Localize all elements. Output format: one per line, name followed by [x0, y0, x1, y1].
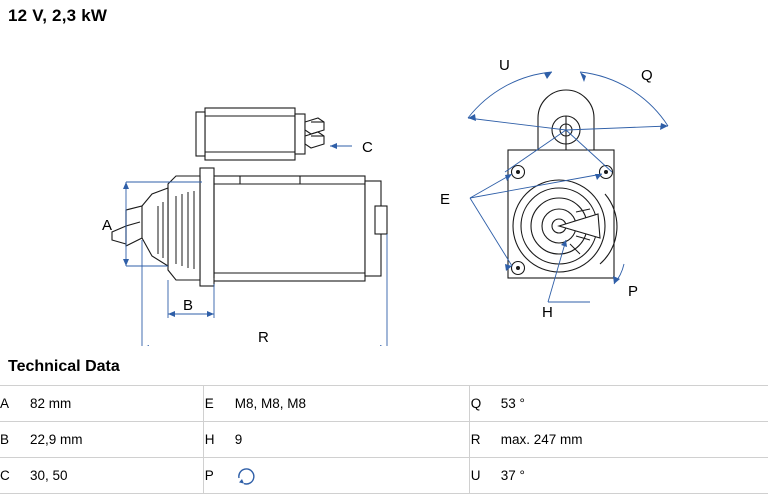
tech-key-u: U [471, 458, 501, 494]
tech-value-b: 22,9 mm [30, 422, 203, 458]
label-R: R [258, 329, 269, 346]
label-H: H [542, 304, 553, 321]
tech-value-r: max. 247 mm [501, 422, 768, 458]
table-row [0, 458, 768, 494]
tech-key-q: Q [471, 386, 501, 422]
tech-key-c: C [0, 458, 30, 494]
label-B: B [183, 297, 194, 314]
tech-key-b: B [0, 422, 30, 458]
tech-key-p: P [205, 458, 235, 494]
tech-value-u: 37 ° [501, 458, 768, 494]
technical-data-table [0, 385, 768, 494]
tech-value-p [235, 458, 469, 494]
tech-key-a: A [0, 386, 30, 422]
front-view-drawing [508, 90, 617, 278]
tech-value-a: 82 mm [30, 386, 203, 422]
starter-motor-diagram [0, 26, 768, 346]
technical-data-heading: Technical Data [8, 358, 120, 375]
page-title: 12 V, 2,3 kW [8, 6, 108, 25]
tech-value-e: M8, M8, M8 [235, 386, 469, 422]
label-C: C [362, 139, 373, 156]
tech-value-c: 30, 50 [30, 458, 203, 494]
table-row [0, 422, 768, 458]
label-P: P [628, 283, 639, 300]
tech-key-h: H [205, 422, 235, 458]
label-A: A [102, 217, 113, 234]
rotation-direction-icon [235, 465, 257, 487]
side-view-drawing [112, 108, 387, 286]
tech-key-r: R [471, 422, 501, 458]
label-Q: Q [641, 67, 653, 84]
table-row [0, 386, 768, 422]
tech-key-e: E [205, 386, 235, 422]
tech-value-q: 53 ° [501, 386, 768, 422]
label-U: U [499, 57, 510, 74]
label-E: E [440, 191, 451, 208]
tech-value-h: 9 [235, 422, 469, 458]
